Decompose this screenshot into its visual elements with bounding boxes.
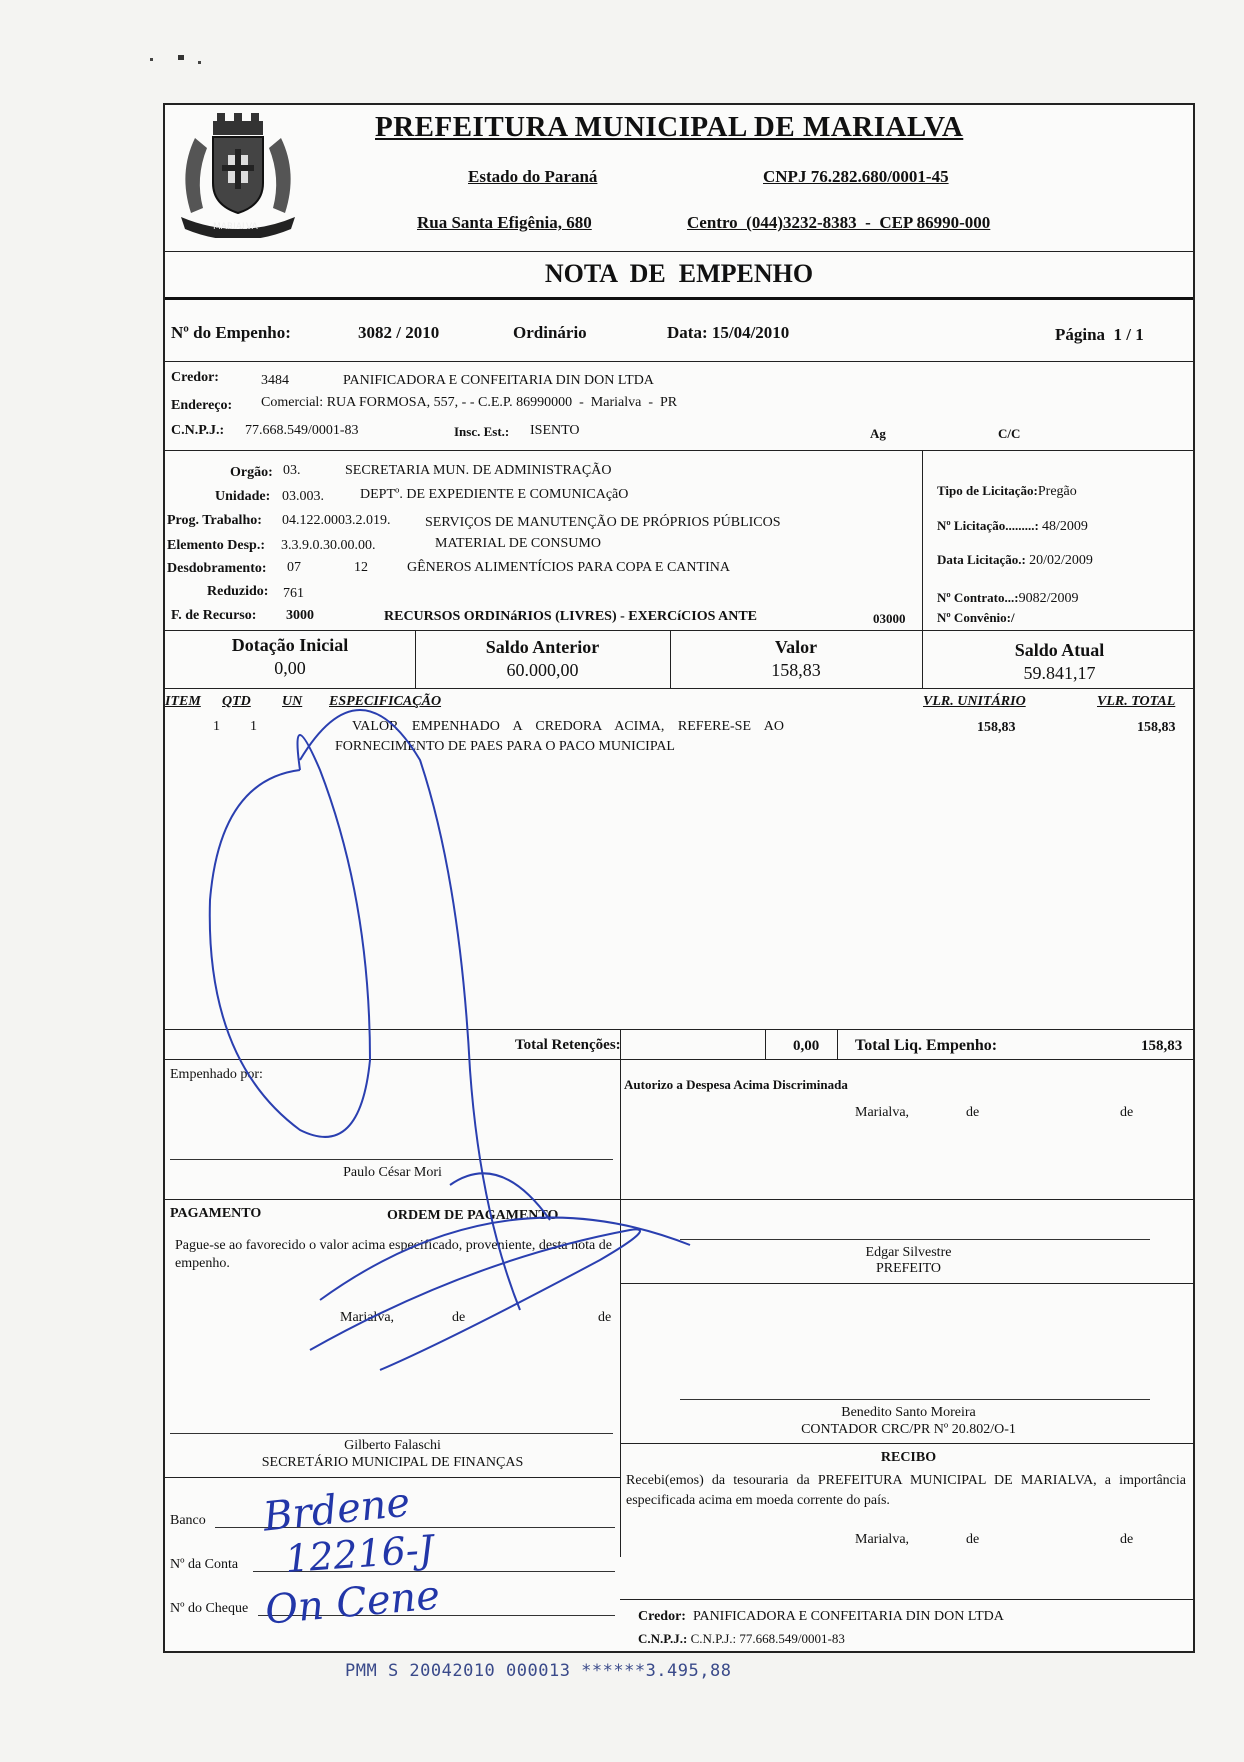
contador-title: CONTADOR CRC/PR Nº 20.802/O-1 (801, 1422, 1016, 1437)
insc-label: Insc. Est.: (454, 424, 510, 439)
convenio: Nº Convênio:/ (937, 610, 1015, 625)
pague-text: Pague-se ao favorecido o valor acima especificado, proveniente, desta nota de empenho. (175, 1238, 612, 1271)
desdob-label: Desdobramento: (167, 561, 267, 576)
autorizo-de2: de (1120, 1105, 1134, 1120)
empenho-number: 3082 / 2010 (358, 323, 440, 342)
col-item: ITEM (165, 694, 201, 709)
licitacao-tipo: Tipo de Licitação:Pregão (937, 483, 1077, 499)
col-total: VLR. TOTAL (1097, 694, 1176, 709)
anterior-label: Saldo Anterior (485, 637, 600, 657)
header-contact: Centro (044)3232-8383 - CEP 86990-000 (687, 213, 991, 232)
col-un: UN (282, 694, 303, 709)
reduzido-label: Reduzido: (207, 584, 269, 599)
financas-name: Gilberto Falaschi (344, 1438, 441, 1453)
liquido-value: 158,83 (1141, 1038, 1183, 1054)
licitacao-data: Data Licitação.: 20/02/2009 (937, 552, 1093, 568)
orgao-name: SECRETARIA MUN. DE ADMINISTRAÇÃO (345, 463, 612, 478)
empenho-type: Ordinário (513, 323, 587, 342)
empenhado-label: Empenhado por: (170, 1067, 263, 1082)
recibo-de2: de (1120, 1532, 1134, 1547)
header-state: Estado do Paraná (468, 167, 598, 186)
print-stamp: PMM S 20042010 000013 ******3.495,88 (345, 1661, 732, 1681)
pagamento-de1: de (452, 1310, 466, 1325)
row-total-value: 158,83 (1137, 720, 1176, 735)
cnpj-label: C.N.P.J.: (171, 423, 225, 438)
valor-value: 158,83 (771, 660, 821, 680)
ordem-title: ORDEM DE PAGAMENTO (387, 1208, 559, 1223)
row-spec-line2: FORNECIMENTO DE PAES PARA O PACO MUNICIPAL (335, 739, 675, 754)
coat-of-arms-logo (173, 113, 303, 238)
contrato: Nº Contrato...:9082/2009 (937, 590, 1079, 606)
credor-cnpj: 77.668.549/0001-83 (245, 423, 359, 438)
desdob-code: 07 (287, 560, 301, 575)
liquido-label: Total Liq. Empenho: (855, 1037, 998, 1054)
handwritten-cheque: On Cene (263, 1572, 442, 1634)
handwritten-banco: Brdene (260, 1479, 413, 1541)
empenhado-name: Paulo César Mori (343, 1165, 442, 1180)
empenho-label: Nº do Empenho: (171, 323, 291, 342)
recibo-credor-cnpj: C.N.P.J.: C.N.P.J.: 77.668.549/0001-83 (638, 1631, 845, 1646)
cc-label: C/C (998, 426, 1021, 441)
prog-label: Prog. Trabalho: (167, 513, 262, 528)
prefeito-title: PREFEITO (875, 1261, 942, 1276)
row-qtd: 1 (250, 719, 257, 734)
pagamento-de2: de (598, 1310, 612, 1325)
dotacao-label: Dotação Inicial (231, 635, 349, 655)
handwritten-conta: 12216-J (283, 1526, 436, 1582)
desdob-sub: 12 (354, 560, 368, 575)
retencoes-value: 0,00 (793, 1038, 820, 1054)
prog-code: 04.122.0003.2.019. (282, 513, 391, 528)
row-item: 1 (213, 719, 220, 734)
credor-label: Credor: (171, 370, 219, 385)
recurso-code: 3000 (286, 608, 314, 623)
credor-address: Comercial: RUA FORMOSA, 557, - - C.E.P. 86990000 - Marialva - PR (261, 395, 678, 410)
elemento-code: 3.3.9.0.30.00.00. (281, 538, 376, 553)
cheque-label: Nº do Cheque (170, 1601, 249, 1616)
recurso-label: F. de Recurso: (171, 608, 257, 623)
banco-label: Banco (170, 1513, 206, 1528)
document-title: NOTA DE EMPENHO (544, 259, 814, 288)
atual-value: 59.841,17 (1023, 663, 1096, 683)
unidade-code: 03.003. (282, 489, 324, 504)
recibo-marialva: Marialva, (855, 1532, 910, 1547)
retencoes-label: Total Retenções: (515, 1037, 621, 1053)
col-unit: VLR. UNITÁRIO (923, 694, 1026, 709)
header-title: PREFEITURA MUNICIPAL DE MARIALVA (375, 111, 964, 143)
contador-name: Benedito Santo Moreira (841, 1405, 976, 1420)
valor-label: Valor (774, 637, 818, 657)
credor-name: PANIFICADORA E CONFEITARIA DIN DON LTDA (343, 373, 654, 388)
empenho-page: Página 1 / 1 (1055, 325, 1144, 344)
atual-label: Saldo Atual (1014, 640, 1105, 660)
col-spec: ESPECIFICAÇÃO (329, 694, 442, 709)
insc-value: ISENTO (530, 423, 580, 438)
ag-label: Ag (870, 426, 886, 441)
desdob-name: GÊNEROS ALIMENTÍCIOS PARA COPA E CANTINA (407, 560, 730, 575)
prefeito-name: Edgar Silvestre (865, 1245, 952, 1260)
orgao-code: 03. (283, 463, 301, 478)
recibo-text: Recebi(emos) da tesouraria da PREFEITURA MUNICIPAL DE MARIALVA, a importância especificada acima em moeda corrente do país. (626, 1473, 1186, 1508)
pagamento-title: PAGAMENTO (170, 1206, 262, 1221)
dotacao-value: 0,00 (274, 658, 306, 678)
elemento-label: Elemento Desp.: (167, 538, 265, 553)
col-qtd: QTD (222, 694, 251, 709)
recibo-de1: de (966, 1532, 980, 1547)
row-unit-value: 158,83 (977, 720, 1016, 735)
financas-title: SECRETÁRIO MUNICIPAL DE FINANÇAS (261, 1455, 524, 1470)
scan-mark (150, 55, 210, 63)
empenho-date: Data: 15/04/2010 (667, 323, 790, 342)
header-cnpj: CNPJ 76.282.680/0001-45 (763, 167, 949, 186)
svg-text:MARIALVA: MARIALVA (213, 222, 258, 232)
recurso-name: RECURSOS ORDINáRIOS (LIVRES) - EXERCíCIOS ANTE (384, 609, 758, 624)
pagamento-marialva: Marialva, (340, 1310, 395, 1325)
recibo-credor: Credor: PANIFICADORA E CONFEITARIA DIN DON LTDA (638, 1609, 1004, 1624)
anterior-value: 60.000,00 (506, 660, 579, 680)
address-label: Endereço: (171, 398, 233, 413)
elemento-name: MATERIAL DE CONSUMO (435, 536, 601, 551)
row-spec-line1: VALOR EMPENHADO A CREDORA ACIMA, REFERE-SE AO (352, 719, 784, 734)
autorizo-de1: de (966, 1105, 980, 1120)
conta-label: Nº da Conta (170, 1557, 239, 1572)
autorizo-marialva: Marialva, (855, 1105, 910, 1120)
recurso-num: 03000 (873, 611, 906, 626)
credor-code: 3484 (261, 373, 289, 388)
reduzido-value: 761 (283, 586, 304, 601)
header-street: Rua Santa Efigênia, 680 (417, 213, 592, 232)
unidade-label: Unidade: (215, 489, 271, 504)
unidade-name: DEPTº. DE EXPEDIENTE E COMUNICAçãO (360, 487, 629, 502)
licitacao-num: Nº Licitação.........: 48/2009 (937, 518, 1088, 534)
nota-de-empenho-form (163, 103, 1195, 1653)
prog-name: SERVIÇOS DE MANUTENÇÃO DE PRÓPRIOS PÚBLICOS (425, 515, 781, 530)
recibo-title: RECIBO (880, 1450, 937, 1465)
autorizo-text: Autorizo a Despesa Acima Discriminada (624, 1077, 848, 1092)
orgao-label: Orgão: (230, 465, 273, 480)
